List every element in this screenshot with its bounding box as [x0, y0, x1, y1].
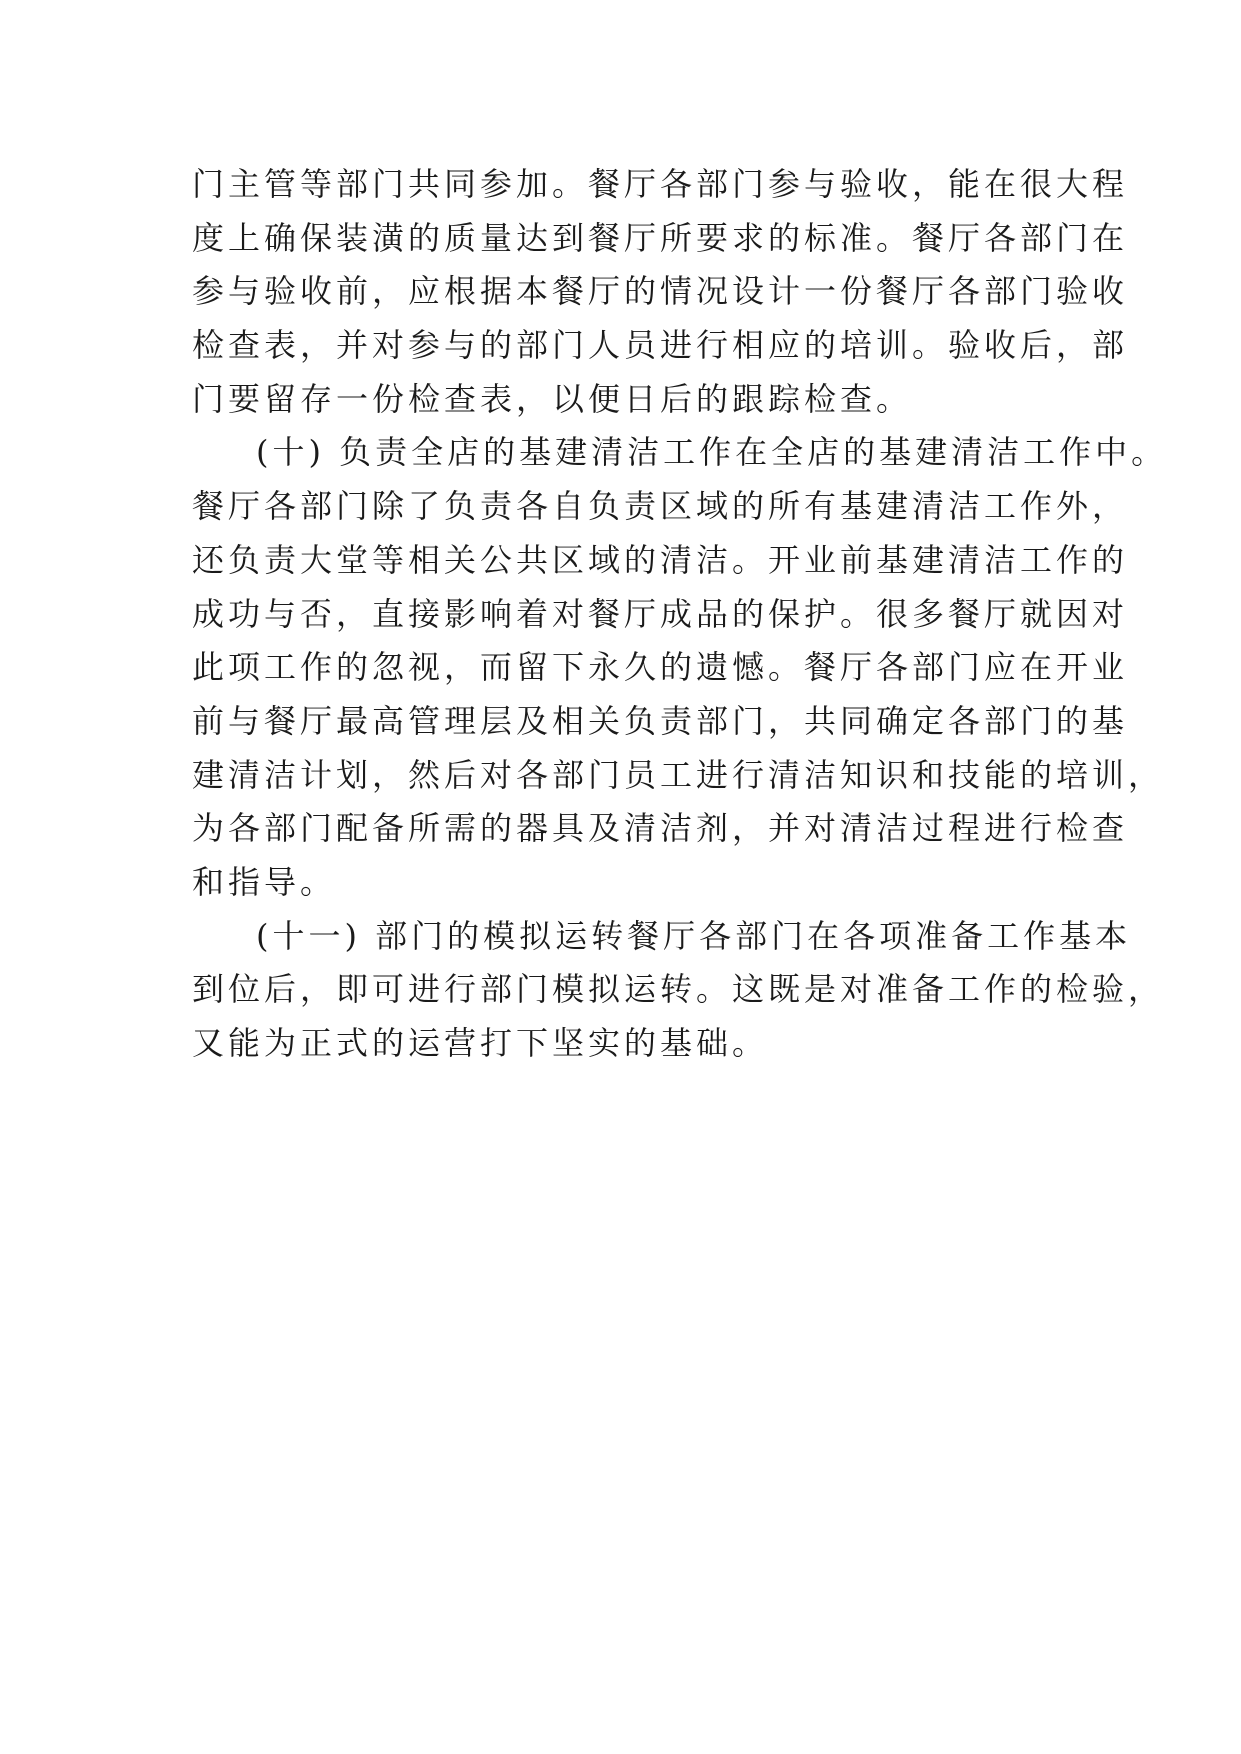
text-line: 到位后，即可进行部门模拟运转。这既是对准备工作的检验，: [192, 970, 1165, 1009]
text-line: 餐厅各部门除了负责各自负责区域的所有基建清洁工作外，: [192, 487, 1129, 526]
text-line: 前与餐厅最高管理层及相关负责部门，共同确定各部门的基: [192, 701, 1129, 740]
text-line: 此项工作的忽视，而留下永久的遗憾。餐厅各部门应在开业: [192, 648, 1129, 687]
section-heading-ten: (十) 负责全店的基建清洁工作在全店的基建清洁工作中。: [256, 433, 1168, 472]
section-heading-eleven: (十一) 部门的模拟运转餐厅各部门在各项准备工作基本: [256, 916, 1132, 955]
text-line: 还负责大堂等相关公共区域的清洁。开业前基建清洁工作的: [192, 540, 1129, 579]
text-line: 又能为正式的运营打下坚实的基础。: [192, 1024, 769, 1062]
text-line: 为各部门配备所需的器具及清洁剂，并对清洁过程进行检查: [192, 809, 1129, 848]
text-line: 成功与否，直接影响着对餐厅成品的保护。很多餐厅就因对: [192, 594, 1129, 633]
text-line: 和指导。: [192, 862, 337, 901]
text-line: 建清洁计划，然后对各部门员工进行清洁知识和技能的培训，: [192, 755, 1165, 794]
text-line: 检查表，并对参与的部门人员进行相应的培训。验收后，部: [192, 326, 1129, 365]
text-line: 门主管等部门共同参加。餐厅各部门参与验收，能在很大程: [192, 165, 1129, 203]
text-line: 参与验收前，应根据本餐厅的情况设计一份餐厅各部门验收: [192, 272, 1129, 311]
text-line: 度上确保装潢的质量达到餐厅所要求的标准。餐厅各部门在: [192, 218, 1129, 257]
text-line: 门要留存一份检查表，以便日后的跟踪检查。: [192, 379, 913, 418]
body-text: [192, 158, 1168, 1071]
